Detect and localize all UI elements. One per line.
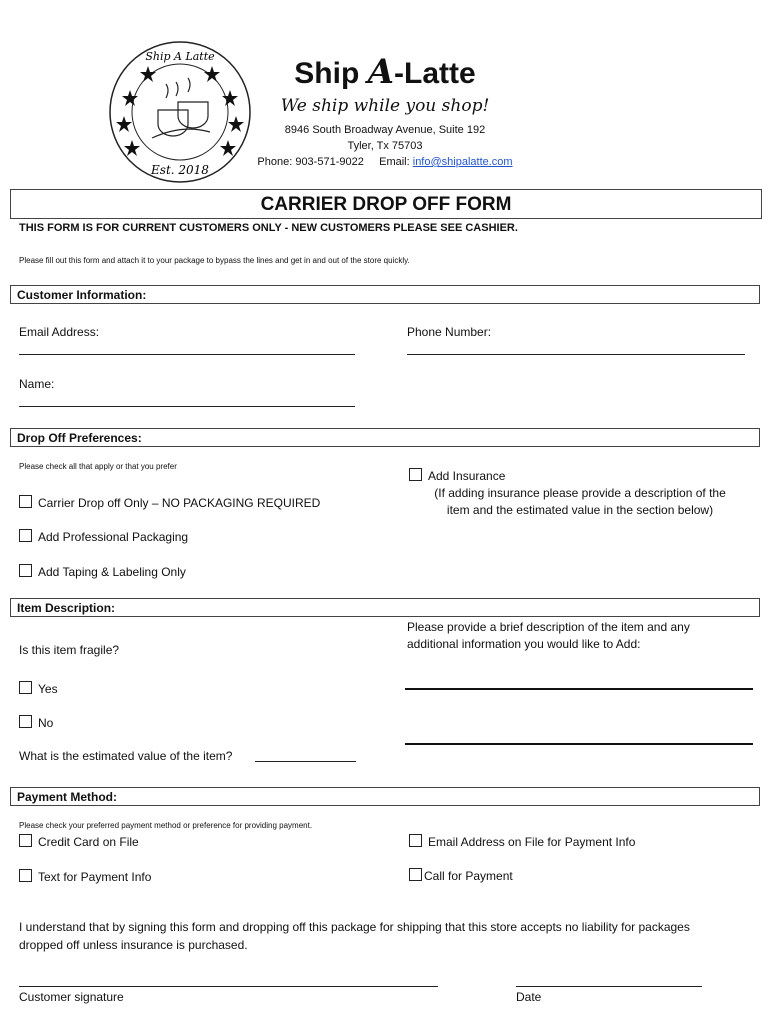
instructions: Please fill out this form and attach it to your package to bypass the lines and get in and out of the store quickly. [19,256,410,265]
email-address-field[interactable] [19,354,355,355]
contact-line [230,156,540,168]
checkbox[interactable] [409,868,422,881]
form-title: CARRIER DROP OFF FORM [10,189,762,219]
checkbox[interactable] [409,834,422,847]
item-section-heading: Item Description: [10,598,760,617]
checkbox[interactable] [19,529,32,542]
option-add-insurance[interactable]: Add Insurance [409,468,505,483]
disclaimer-line-1: I understand that by signing this form and dropping off this package for shipping that this store accepts no liability for packages [19,920,690,934]
description-field-line-1[interactable] [405,688,753,690]
fragile-yes-option[interactable]: Yes [19,681,58,696]
date-field[interactable] [516,986,702,987]
name-field[interactable] [19,406,355,407]
address-line-2: Tyler, Tx 75703 [347,140,423,152]
phone-number-field[interactable] [407,354,745,355]
payment-hint: Please check your preferred payment method or preference for providing payment. [19,821,313,830]
phone-number-label: Phone Number: [407,325,492,339]
payment-text[interactable]: Text for Payment Info [19,869,151,884]
checkbox[interactable] [19,869,32,882]
signature-label: Customer signature [19,990,124,1004]
customer-section-heading: Customer Information: [10,285,760,304]
signature-field[interactable] [19,986,438,987]
dropoff-section-heading: Drop Off Preferences: [10,428,760,447]
address-line-1: 8946 South Broadway Avenue, Suite 192 [284,124,486,136]
tagline: We ship while you shop! [280,96,490,116]
payment-credit-card[interactable]: Credit Card on File [19,834,139,849]
checkbox[interactable] [19,834,32,847]
description-prompt-2: additional information you would like to Add: [407,637,641,651]
payment-email[interactable]: Email Address on File for Payment Info [409,834,635,849]
value-field[interactable] [255,761,356,762]
payment-section-heading: Payment Method: [10,787,760,806]
checkbox[interactable] [19,495,32,508]
option-professional-packaging[interactable]: Add Professional Packaging [19,529,188,544]
disclaimer-line-2: dropped off unless insurance is purchased. [19,938,248,952]
insurance-note-2: item and the estimated value in the section below) [446,503,714,517]
email-label: Email: [379,156,410,168]
date-label: Date [516,990,542,1004]
description-prompt-1: Please provide a brief description of the item and any [407,620,690,634]
payment-call[interactable]: Call for Payment [409,868,513,883]
checkbox[interactable] [19,715,32,728]
value-question: What is the estimated value of the item? [19,749,233,763]
description-field-line-2[interactable] [405,743,753,745]
brand-name: Ship A-Latte [294,52,476,92]
option-carrier-drop-off[interactable]: Carrier Drop off Only – NO PACKAGING REQUIRED [19,495,320,510]
fragile-question: Is this item fragile? [19,643,120,657]
option-taping-labeling[interactable]: Add Taping & Labeling Only [19,564,186,579]
email-address-label: Email Address: [19,325,100,339]
checkbox[interactable] [409,468,422,481]
checkbox[interactable] [19,681,32,694]
email-link[interactable]: info@shipalatte.com [412,156,513,168]
fragile-no-option[interactable]: No [19,715,53,730]
insurance-note-1: (If adding insurance please provide a description of the [434,486,726,500]
phone: Phone: 903-571-9022 [257,156,364,168]
logo-top-text: Ship A Latte [145,50,215,63]
logo-bottom-text: Est. 2018 [151,163,209,177]
dropoff-hint: Please check all that apply or that you prefer [19,462,177,471]
notice: THIS FORM IS FOR CURRENT CUSTOMERS ONLY - NEW CUSTOMERS PLEASE SEE CASHIER. [19,222,518,234]
name-label: Name: [19,377,55,391]
checkbox[interactable] [19,564,32,577]
